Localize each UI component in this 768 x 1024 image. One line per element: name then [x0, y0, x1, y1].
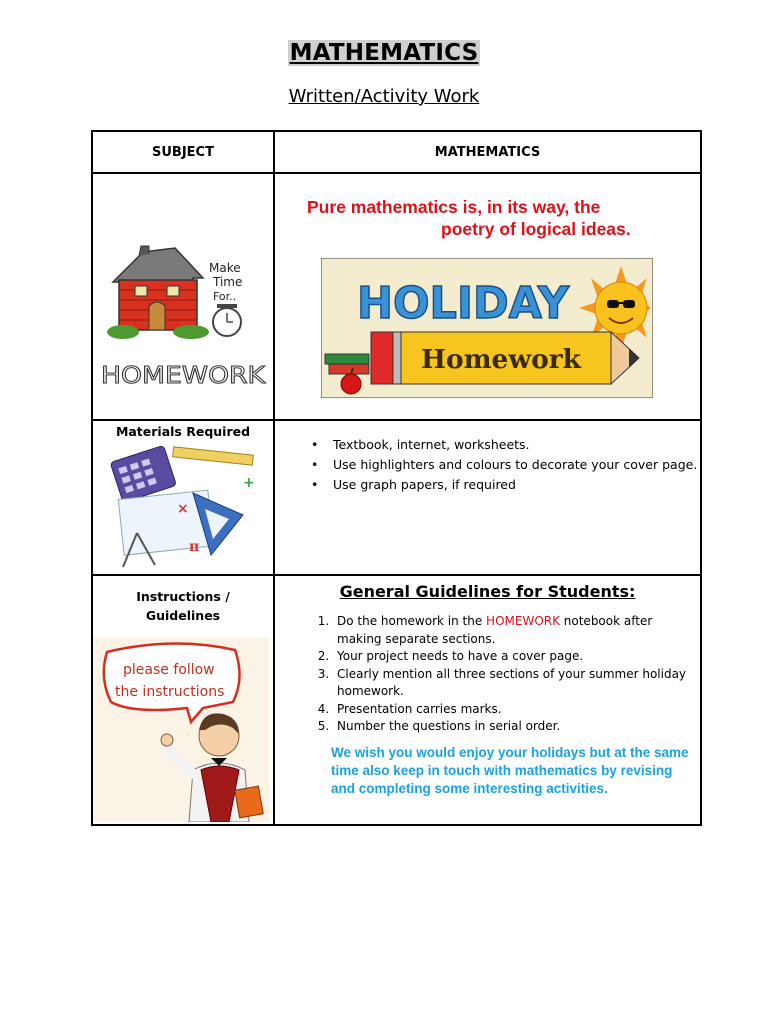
- list-item: 2. Your project needs to have a cover page.: [333, 648, 700, 666]
- list-item: 3. Clearly mention all three sections of your summer holiday homework.: [333, 666, 700, 701]
- step-1-text: Do the homework in the: [337, 614, 487, 628]
- ruler-icon: [173, 447, 254, 465]
- header-subject: SUBJECT: [92, 131, 274, 173]
- quote-line-1: Pure mathematics is, in its way, the: [307, 197, 601, 217]
- list-item: • Textbook, internet, worksheets.: [311, 435, 700, 455]
- list-item: • Use highlighters and colours to decorate your cover page.: [311, 455, 700, 475]
- materials-list: [311, 435, 700, 495]
- bubble-line-2: the instructions: [115, 684, 225, 700]
- holiday-homework-banner: [321, 258, 653, 398]
- quote-line-2: poetry of logical ideas.: [441, 219, 631, 239]
- materials-label: Materials Required: [115, 424, 251, 439]
- sign-line-2: Time: [213, 275, 243, 289]
- bubble-line-1: please follow: [123, 662, 215, 678]
- holiday-word: HOLIDAY: [357, 278, 571, 329]
- multiply-symbol: ×: [177, 501, 189, 517]
- step-1-text-end: notebook after making separate sections.: [337, 614, 653, 646]
- guidelines-heading: General Guidelines for Students:: [339, 582, 636, 601]
- intro-row: [92, 173, 701, 420]
- list-item: • Use graph papers, if required: [311, 475, 700, 495]
- guidelines-cell: [274, 575, 701, 825]
- plus-symbol: +: [243, 475, 255, 491]
- homework-table: [91, 130, 702, 826]
- homework-house-illustration: [93, 174, 269, 419]
- header-mathematics: MATHEMATICS: [274, 131, 701, 173]
- math-quote: [307, 196, 700, 240]
- sign-line-3: For..: [213, 290, 237, 303]
- instructions-label: [93, 587, 273, 625]
- instructions-label-line-2: Guidelines: [145, 608, 221, 623]
- table-header-row: [92, 131, 701, 173]
- homework-highlight: HOMEWORK: [486, 614, 560, 628]
- page-subtitle: Written/Activity Work: [288, 86, 480, 107]
- homework-art-cell: [92, 173, 274, 420]
- sign-line-1: Make: [209, 261, 241, 275]
- list-item: 5. Number the questions in serial order.: [333, 718, 700, 736]
- closing-message: We wish you would enjoy your holidays but at the same time also keep in touch with mathematics by revising and completing some interesting activities.: [331, 744, 689, 796]
- guidelines-list: [275, 613, 700, 736]
- list-item: [333, 613, 700, 648]
- page-title: MATHEMATICS: [289, 40, 479, 66]
- homework-word: HOMEWORK: [101, 363, 267, 389]
- materials-list-cell: [274, 420, 701, 575]
- homework-pencil-word: Homework: [421, 345, 582, 375]
- page-title-wrap: [0, 40, 768, 66]
- teacher-illustration: [93, 638, 269, 822]
- list-item: 4. Presentation carries marks.: [333, 701, 700, 719]
- materials-row: [92, 420, 701, 575]
- pi-symbol: π: [189, 539, 200, 555]
- materials-label-cell: [92, 420, 274, 575]
- instructions-row: [92, 575, 701, 825]
- instructions-label-line-1: Instructions /: [136, 589, 230, 604]
- quote-cell: [274, 173, 701, 420]
- stationery-illustration: [93, 443, 269, 571]
- instructions-label-cell: [92, 575, 274, 825]
